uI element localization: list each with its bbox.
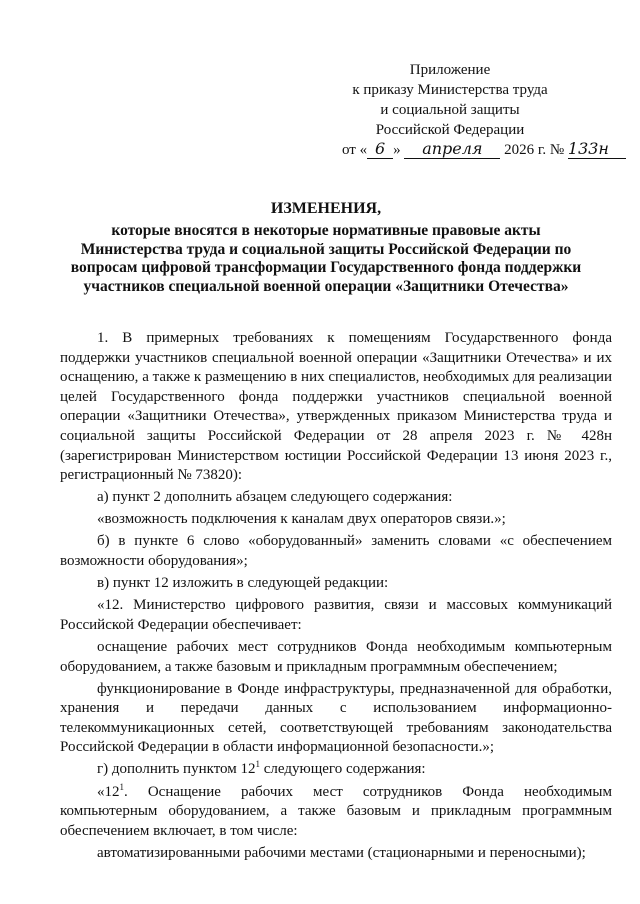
paragraph-11: автоматизированными рабочими местами (стационарными и переносными); (97, 844, 586, 861)
appendix-date-line (330, 139, 609, 160)
date-prefix: от « (342, 142, 368, 158)
paragraph-9-tail: следующего содержания: (260, 761, 426, 778)
paragraph-10-text: «12 (97, 783, 120, 800)
superscript: 1 (255, 759, 261, 770)
superscript: 1 (119, 781, 124, 792)
handwritten-order-number: 133н (568, 140, 626, 159)
paragraph-9 (60, 760, 612, 780)
paragraph-4: б) в пункте 6 слово «оборудованный» заменить словами «с обеспечением возможности оборудования»; (60, 533, 612, 570)
paragraph-3: «возможность подключения к каналам двух операторов связи.»; (97, 511, 506, 528)
handwritten-month: апреля (404, 140, 500, 159)
paragraph-6: «12. Министерство цифрового развития, связи и массовых коммуникаций Российской Федерации обеспечивает: (60, 597, 612, 633)
appendix-block (330, 60, 609, 160)
date-mid: » (393, 142, 401, 158)
document-title: ИЗМЕНЕНИЯ, (270, 200, 382, 217)
paragraph-7: оснащение рабочих мест сотрудников Фонда необходимым компьютерным оборудованием, а также базовым и прикладным программным обеспечением; (60, 638, 612, 675)
paragraph-5: в) пункт 12 изложить в следующей редакции: (97, 575, 389, 592)
paragraph-10 (60, 783, 612, 842)
date-year: 2026 г. № (504, 142, 565, 158)
appendix-ministry-line: и социальной защиты (380, 102, 520, 118)
handwritten-day: 6 (367, 140, 393, 159)
appendix-country-line: Российской Федерации (375, 122, 525, 138)
paragraph-1: 1. В примерных требованиях к помещениям Государственного фонда поддержки участников специальной военной операции «Защитники Отечества» и их оснащению, а также к размещению в них специалистов, необходимых для реализации целей Государственного фонда поддержки участников специальной военной операции «Защитники Отечества», утвержденных приказом Министерства труда и социальной защиты Российской Федерации от 28 апреля 2023 г. № 428н (зарегистрирован Министерством юстиции Российской Федерации 13 июня 2023 г., регистрационный № 73820): (60, 330, 612, 484)
paragraph-10-tail: . Оснащение рабочих мест сотрудников Фонда необходимым компьютерным оборудованием, а также базовым и прикладным программным обеспечением включает, в том числе: (60, 783, 612, 839)
document-body (60, 329, 612, 866)
appendix-title: Приложение (409, 62, 491, 78)
document-subtitle: которые вносятся в некоторые нормативные правовые акты Министерства труда и социальной защиты Российской Федерации по вопросам цифровой трансформации Государственного фонда поддержки участников специальной военной операции «Защитники Отечества» (70, 222, 582, 295)
paragraph-8: функционирование в Фонде инфраструктуры, предназначенной для обработки, хранения и передачи данных с использованием информационно-телекоммуникационных сетей, соответствующей требованиям законодательства Российской Федерации в области информационной безопасности.»; (60, 680, 612, 756)
paragraph-2: а) пункт 2 дополнить абзацем следующего содержания: (97, 489, 453, 506)
paragraph-9-text: г) дополнить пунктом 12 (97, 761, 256, 778)
appendix-order-ref: к приказу Министерства труда (352, 82, 548, 98)
